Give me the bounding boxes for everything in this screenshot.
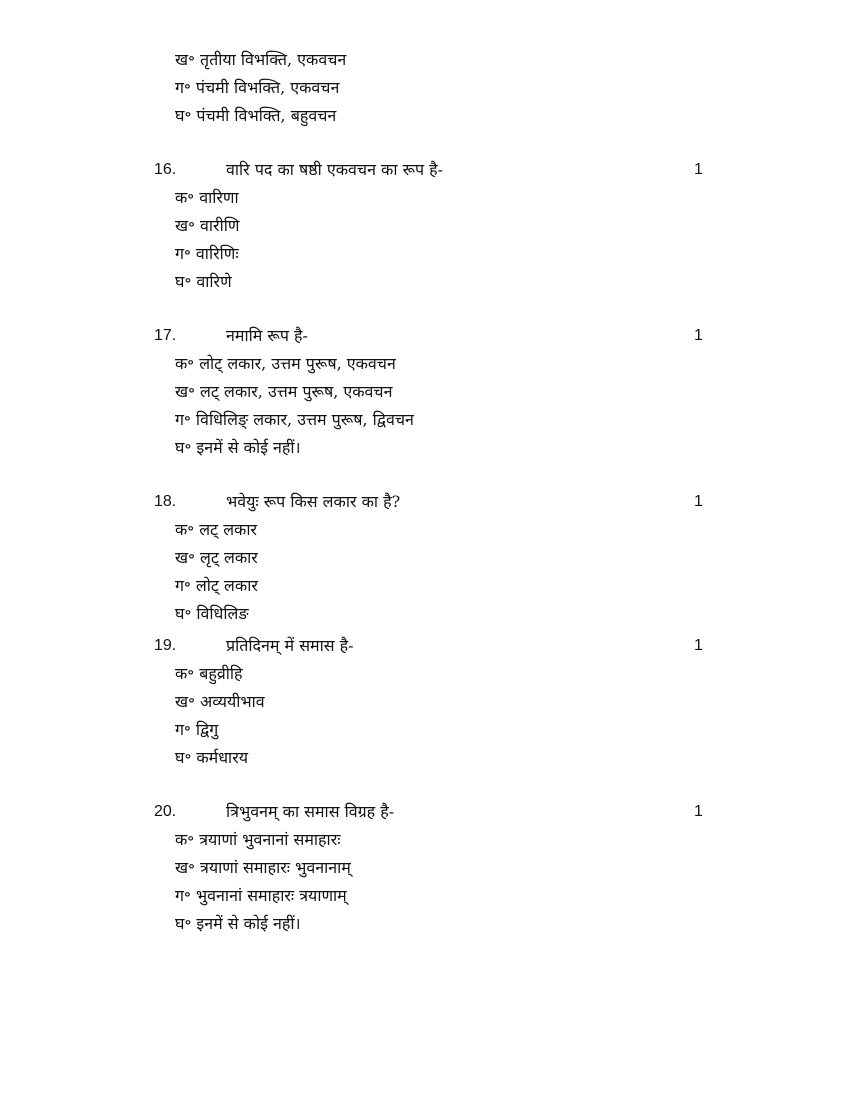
option-ga: ग॰ द्विगु xyxy=(175,720,219,739)
option-gha: घ॰ इनमें से कोई नहीं। xyxy=(175,438,301,457)
question-number: 17. xyxy=(154,327,177,344)
option-ga: ग॰ भुवनानां समाहारः त्रयाणाम् xyxy=(175,886,347,905)
option-ka: क॰ त्रयाणां भुवनानां समाहारः xyxy=(175,830,341,849)
option-gha: घ॰ कर्मधारय xyxy=(175,748,249,767)
option-ga: ग॰ लोट् लकार xyxy=(175,576,258,595)
option-kha: ख॰ अव्ययीभाव xyxy=(175,692,265,711)
question-marks: 1 xyxy=(694,327,703,344)
option-ka: क॰ बहुव्रीहि xyxy=(175,664,243,683)
option-kha: ख॰ लृट् लकार xyxy=(175,548,258,567)
question-marks: 1 xyxy=(694,637,703,654)
option-kha: ख॰ त्रयाणां समाहारः भुवनानाम् xyxy=(175,858,351,877)
option-ga: ग॰ पंचमी विभक्ति, एकवचन xyxy=(175,78,340,97)
question-number: 16. xyxy=(154,161,177,178)
question-marks: 1 xyxy=(694,493,703,510)
question-marks: 1 xyxy=(694,803,703,820)
option-kha: ख॰ वारीणि xyxy=(175,216,240,235)
question-text: प्रतिदिनम् में समास है- xyxy=(226,636,354,655)
option-ka: क॰ वारिणा xyxy=(175,188,239,207)
option-gha: घ॰ इनमें से कोई नहीं। xyxy=(175,914,301,933)
option-gha: घ॰ वारिणे xyxy=(175,272,232,291)
option-gha: घ॰ पंचमी विभक्ति, बहुवचन xyxy=(175,106,337,125)
question-number: 19. xyxy=(154,637,177,654)
question-text: भवेयुः रूप किस लकार का है? xyxy=(226,492,401,511)
option-gha: घ॰ विधिलिङ xyxy=(175,604,249,623)
option-ga: ग॰ वारिणिः xyxy=(175,244,239,263)
question-number: 18. xyxy=(154,493,177,510)
question-text: नमामि रूप है- xyxy=(226,326,308,345)
option-kha: ख॰ लट् लकार, उत्तम पुरूष, एकवचन xyxy=(175,382,393,401)
question-text: वारि पद का षष्ठी एकवचन का रूप है- xyxy=(226,160,444,179)
option-ka: क॰ लोट् लकार, उत्तम पुरूष, एकवचन xyxy=(175,354,396,373)
option-ga: ग॰ विधिलिङ् लकार, उत्तम पुरूष, द्विवचन xyxy=(175,410,414,429)
question-marks: 1 xyxy=(694,161,703,178)
question-text: त्रिभुवनम् का समास विग्रह है- xyxy=(226,802,395,821)
option-kha: ख॰ तृतीया विभक्ति, एकवचन xyxy=(175,50,347,69)
question-number: 20. xyxy=(154,803,177,820)
option-ka: क॰ लट् लकार xyxy=(175,520,258,539)
